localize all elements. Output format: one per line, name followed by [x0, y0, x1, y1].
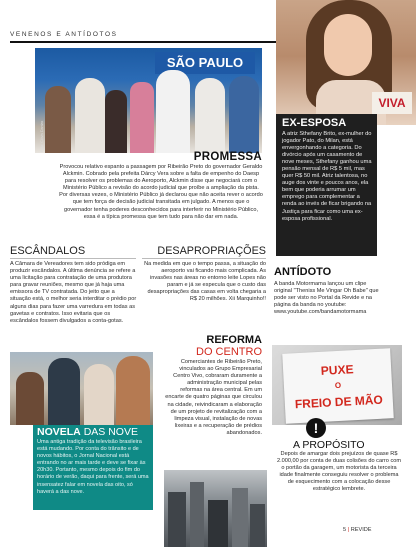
reforma-title-2: DO CENTRO — [196, 346, 262, 358]
ex-esposa-box — [276, 114, 377, 256]
antidoto-body: A banda Motormama lançou um clipe original "Theniss Me Vingar Oh Babe" que pode ser visto no Portal da Revide e na página da banda no youtube: www.youtube.com/bandamotormama — [274, 281, 379, 316]
novela-box — [33, 425, 153, 510]
building-shape — [168, 492, 186, 547]
person-figure — [48, 358, 80, 425]
escandalos-body: A Câmara de Vereadores tem sido pródiga em produzir escândalos. A última denúncia se refere a uma licitação para contratação de uma produtora para gravar reuniões, mesmo que já haja uma emissora de TV contratada. Do jeito que a situação está, o melhor seria interditar o prédio por alguns dias para fazer uma varredura em todas as gavetas e contratos. Isso evitaria que os escândalos fossem divulgados a conta-gotas. — [10, 261, 137, 324]
escandalos-rule — [10, 258, 136, 259]
desapropriacoes-title: DESAPROPRIAÇÕES — [157, 245, 266, 257]
banner-sign: SÃO PAULO — [155, 52, 255, 74]
ex-esposa-title: EX-ESPOSA — [282, 117, 347, 129]
person-figure — [156, 70, 190, 153]
photo-caption: Foto: Clóvis Dantas — [40, 120, 44, 152]
desapropriacoes-rule — [142, 258, 266, 259]
promessa-photo — [35, 48, 262, 153]
sign-line-1: PUXE — [320, 362, 354, 378]
building-shape — [232, 488, 248, 547]
proposito-title: A PROPÓSITO — [293, 439, 365, 451]
sign-line-2: O — [334, 380, 342, 391]
ex-esposa-photo — [276, 0, 416, 125]
page-footer — [343, 527, 372, 533]
novela-title-b: DAS NOVE — [83, 426, 138, 438]
freio-sign — [282, 348, 394, 424]
sign-text: VIVA — [372, 92, 412, 114]
section-label: VENENOS E ANTÍDOTOS — [10, 31, 118, 38]
person-figure — [195, 78, 225, 153]
proposito-body: Depois de amargar dois prejuízos de quase R$ 2.000,00 por conta de duas colisões do carro com o portão da garagem, um motorista da terceira idade finalmente conseguiu resolver o problema de esquecimento com a colocação desse estratégico lembrete. — [276, 451, 402, 493]
person-figure — [116, 356, 150, 425]
sign-line-3: FREIO DE MÃO — [294, 392, 384, 412]
promessa-title: PROMESSA — [193, 151, 262, 163]
novela-title-a: NOVELA — [37, 426, 81, 438]
novela-title — [37, 426, 138, 438]
ex-esposa-body: A atriz Sthefany Brito, ex-mulher do jogador Pato, do Milan, está envergonhando a categoria. Do divórcio após um casamento de nove meses, Sthefany ganhou uma pensão mensal de R$ 5 mil, mas quer R$ 50 mil. Atriz talentosa, no auge dos vinte e poucos anos, ela bem que poderia arrumar um emprego para complementar a renda ao invés de ficar brigando na Justiça para ficar como uma ex-esposa profissional. — [282, 131, 372, 222]
novela-body: Uma antiga tradição da televisão brasileira está mudando. Por conta do trânsito e de novos hábitos, o Jornal Nacional está entrando no ar mais tarde e deve se fixar às 20h30. Portanto, mesmo depois do fim do horário de verão, daqui para frente, será uma insensatez falar em novela das oito, só haverá a das nove. — [37, 439, 149, 495]
person-figure — [105, 90, 127, 153]
person-figure — [130, 82, 154, 153]
reforma-photo — [164, 470, 267, 547]
footer-separator: | — [347, 527, 350, 533]
person-figure — [229, 76, 259, 153]
desapropriacoes-body: Na medida em que o tempo passa, a situação do aeroporto vai ficando mais complicada. As invasões nas áreas no entorno leite Lopes não param e já se especula que o custo das desapropriações das casas em volta chegaria a R$ 20 milhões. Xii Marquinho!! — [144, 261, 266, 303]
person-figure — [16, 372, 44, 425]
woman-face — [324, 14, 372, 76]
person-figure — [45, 86, 71, 153]
freio-photo — [272, 345, 402, 425]
person-figure — [84, 364, 114, 425]
antidoto-title: ANTÍDOTO — [274, 266, 332, 278]
novela-photo — [10, 352, 153, 425]
reforma-body: Comerciantes de Ribeirão Preto, vinculados ao Grupo Empresarial Centro Vivo, cobraram duramente a administração municipal pelas reformas na área central. Em um encarte de quatro páginas que circulou na cidade, reivindicaram a elaboração de um projeto de revitalização com a limpeza visual, instalação de novas lixeiras e a recuperação de prédios abandonados. — [165, 359, 262, 436]
magazine-name: REVIDE — [350, 527, 372, 533]
person-figure — [75, 78, 105, 153]
promessa-body: Provocou relativo espanto a passagem por Ribeirão Preto do governador Geraldo Alckmin. Cobrado pela prefeita Dárcy Vera sobre a falta de empenho do Daesp para resolver os problemas do Aeroporto, Alckmin disse que negociará com o Ministério Público a revisão do acordo judicial que proíbe a ampliação da pista. Por diversas vezes, o Ministério Público já declarou que não aceita rever o acordo que tem força de decisão judicial transitada em julgado. A menos que o governador tenha poderes desconhecidos para interferir no Ministério Público, essa é a típica promessa que tem tudo para não dar em nada. — [59, 164, 263, 220]
building-shape — [250, 504, 265, 547]
building-shape — [190, 482, 204, 547]
building-shape — [208, 500, 228, 547]
alert-icon: ! — [306, 418, 326, 438]
page-number: 5 — [343, 527, 347, 533]
reforma-title-1: REFORMA — [206, 334, 262, 346]
section-rule — [10, 41, 276, 43]
escandalos-title: ESCÂNDALOS — [10, 245, 86, 257]
